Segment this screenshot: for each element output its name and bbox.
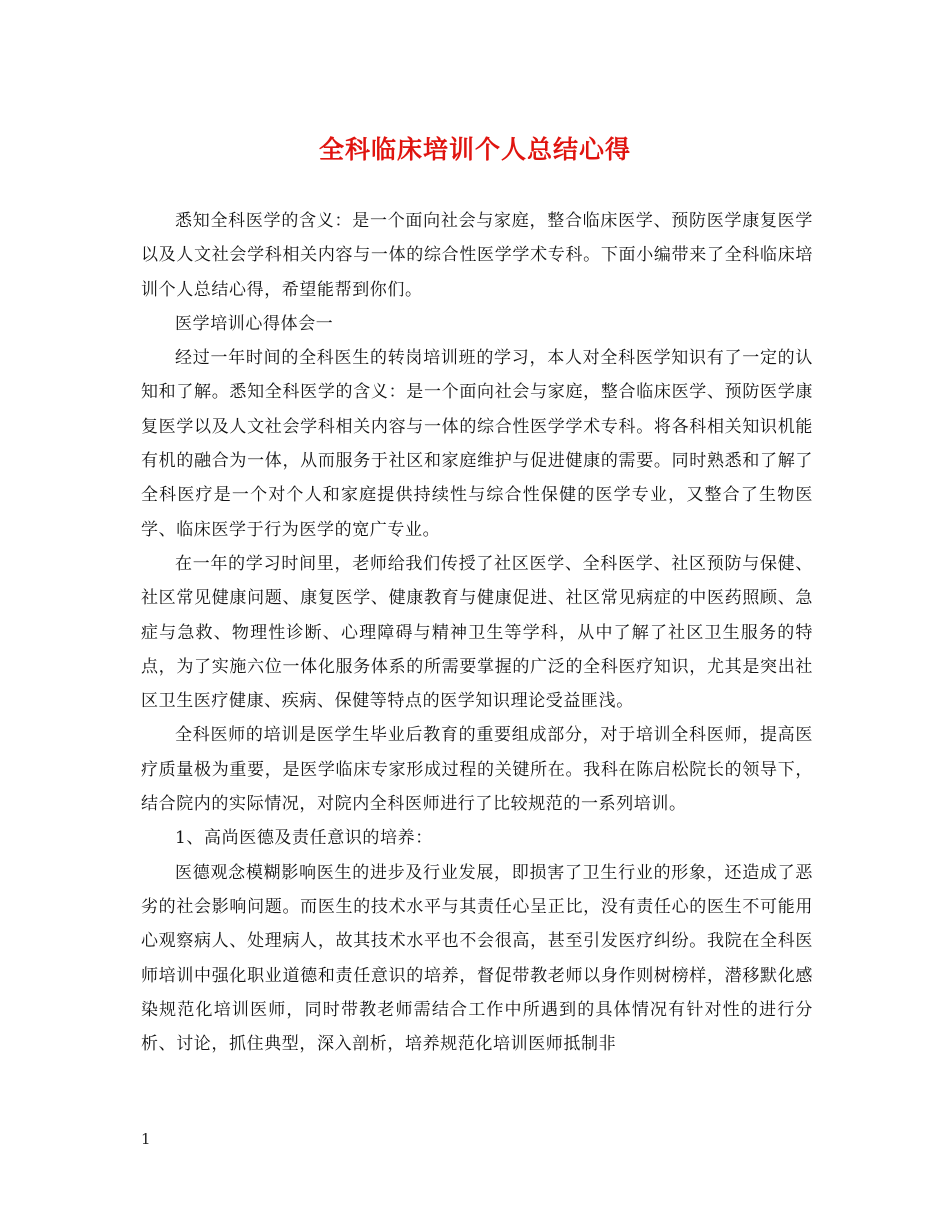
paragraph-training-importance: 全科医师的培训是医学生毕业后教育的重要组成部分，对于培训全科医师，提高医疗质量极为重要，是医学临床专家形成过程的关键所在。我科在陈启松院长的领导下，结合院内的实际情况，对院内全科医师进行了比较规范的一系列培训。 <box>141 725 813 815</box>
page-number: 1 <box>141 1130 151 1148</box>
subheading-ethics-responsibility: 1、高尚医德及责任意识的培养： <box>175 828 433 849</box>
paragraph-course-content: 在一年的学习时间里，老师给我们传授了社区医学、全科医学、社区预防与保健、社区常见健康问题、康复医学、健康教育与健康促进、社区常见病症的中医药照顾、急症与急救、物理性诊断、心理障碍与精神卫生等学科，从中了解了社区卫生服务的特点，为了实施六位一体化服务体系的所需要掌握的广泛的全科医疗知识，尤其是突出社区卫生医疗健康、疾病、保健等特点的医学知识理论受益匪浅。 <box>141 553 813 712</box>
paragraph-intro: 悉知全科医学的含义：是一个面向社会与家庭，整合临床医学、预防医学康复医学以及人文社会学科相关内容与一体的综合性医学学术专科。下面小编带来了全科临床培训个人总结心得，希望能帮到你们。 <box>141 211 813 300</box>
paragraph-ethics-detail: 医德观念模糊影响医生的进步及行业发展，即损害了卫生行业的形象，还造成了恶劣的社会影响问题。而医生的技术水平与其责任心呈正比，没有责任心的医生不可能用心观察病人、处理病人，故其技术水平也不会很高，甚至引发医疗纠纷。我院在全科医师培训中强化职业道德和责任意识的培养，督促带教老师以身作则树榜样，潜移默化感染规范化培训医师，同时带教老师需结合工作中所遇到的具体情况有针对性的进行分析、讨论，抓住典型，深入剖析，培养规范化培训医师抵制非 <box>141 862 813 1055</box>
document-body <box>141 204 813 1061</box>
paragraph-training-overview: 经过一年时间的全科医生的转岗培训班的学习，本人对全科医学知识有了一定的认知和了解。悉知全科医学的含义：是一个面向社会与家庭，整合临床医学、预防医学康复医学以及人文社会学科相关内容与一体的综合性医学学术专科。将各科相关知识机能有机的融合为一体，从而服务于社区和家庭维护与促进健康的需要。同时熟悉和了解了全科医疗是一个对个人和家庭提供持续性与综合性保健的医学专业，又整合了生物医学、临床医学于行为医学的宽广专业。 <box>141 348 813 540</box>
section-heading-experience-one: 医学培训心得体会一 <box>175 313 334 334</box>
document-title: 全科临床培训个人总结心得 <box>318 135 631 164</box>
